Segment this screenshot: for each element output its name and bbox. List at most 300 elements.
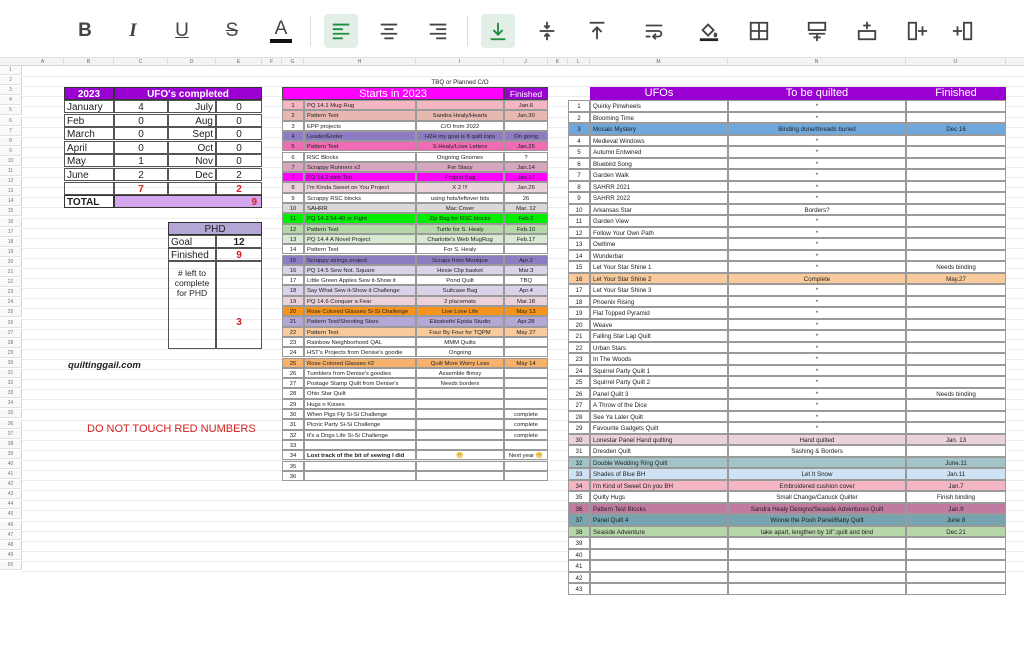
starts-number-cell[interactable]: 5 <box>282 141 304 151</box>
ufo-finished-cell[interactable] <box>906 537 1006 549</box>
starts-row[interactable] <box>282 399 548 409</box>
starts-finished-cell[interactable]: complete <box>504 409 548 419</box>
starts-note-cell[interactable]: using hsts/leftover bits <box>416 193 504 203</box>
count-cell[interactable]: 2 <box>114 168 168 181</box>
ufo-number-cell[interactable]: 8 <box>568 181 590 193</box>
ufo-finished-cell[interactable] <box>906 112 1006 124</box>
ufo-number-cell[interactable]: 1 <box>568 100 590 112</box>
starts-note-cell[interactable]: Live Love Life <box>416 306 504 316</box>
ufo-finished-cell[interactable] <box>906 135 1006 147</box>
starts-finished-cell[interactable]: Apr.4 <box>504 285 548 295</box>
ufo-finished-cell[interactable] <box>906 169 1006 181</box>
ufo-name-cell[interactable] <box>590 583 728 595</box>
ufo-to-be-quilted-cell[interactable]: Let It Snow <box>728 468 906 480</box>
ufo-number-cell[interactable]: 15 <box>568 261 590 273</box>
ufo-to-be-quilted-cell[interactable]: Complete <box>728 273 906 285</box>
starts-row[interactable] <box>282 162 548 172</box>
ufo-row[interactable] <box>568 330 1006 342</box>
ufo-row[interactable] <box>568 192 1006 204</box>
starts-row[interactable] <box>282 337 548 347</box>
ufo-name-cell[interactable]: Medieval Windows <box>590 135 728 147</box>
count-cell[interactable]: 0 <box>114 127 168 140</box>
count-cell[interactable]: 4 <box>114 100 168 113</box>
starts-finished-cell[interactable]: Jan.6 <box>504 100 548 110</box>
ufo-to-be-quilted-cell[interactable]: Embroidered cushion cover <box>728 480 906 492</box>
starts-note-cell[interactable]: Project Bag <box>416 172 504 182</box>
starts-note-cell[interactable]: Sandra Healy/Hearts <box>416 110 504 120</box>
starts-finished-cell[interactable]: Jan.14 <box>504 162 548 172</box>
starts-row[interactable] <box>282 224 548 234</box>
starts-finished-cell[interactable]: TBQ <box>504 275 548 285</box>
ufo-to-be-quilted-cell[interactable]: * <box>728 181 906 193</box>
starts-row[interactable] <box>282 471 548 481</box>
ufo-finished-cell[interactable] <box>906 100 1006 112</box>
ufo-to-be-quilted-cell[interactable]: * <box>728 238 906 250</box>
row-number[interactable]: 4 <box>0 96 22 105</box>
ufo-row[interactable] <box>568 468 1006 480</box>
ufo-row[interactable] <box>568 560 1006 572</box>
ufo-number-cell[interactable]: 40 <box>568 549 590 561</box>
left-to-complete-value[interactable]: 3 <box>216 261 262 349</box>
starts-project-cell[interactable]: I'm Kinda Sweet on You Project <box>304 182 416 192</box>
starts-project-cell[interactable]: Leader/Ender <box>304 131 416 141</box>
count-cell[interactable]: 1 <box>114 154 168 167</box>
ufo-name-cell[interactable]: Pattern Test Blocks <box>590 503 728 515</box>
starts-number-cell[interactable]: 21 <box>282 316 304 326</box>
borders-button[interactable] <box>742 14 776 48</box>
ufo-number-cell[interactable]: 21 <box>568 330 590 342</box>
row-number[interactable]: 30 <box>0 359 22 368</box>
row-number[interactable]: 41 <box>0 470 22 479</box>
starts-note-cell[interactable] <box>416 388 504 398</box>
starts-finished-cell[interactable] <box>504 121 548 131</box>
count-cell[interactable]: 0 <box>216 100 262 113</box>
starts-row[interactable] <box>282 461 548 471</box>
starts-finished-cell[interactable]: complete <box>504 430 548 440</box>
starts-row[interactable] <box>282 358 548 368</box>
blank-cell[interactable] <box>64 182 114 195</box>
ufo-name-cell[interactable]: Let Your Star Shine 2 <box>590 273 728 285</box>
text-color-button[interactable] <box>264 14 298 48</box>
ufo-row[interactable] <box>568 261 1006 273</box>
ufo-row[interactable] <box>568 204 1006 216</box>
row-number[interactable]: 42 <box>0 480 22 489</box>
row-number[interactable]: 22 <box>0 278 22 287</box>
row-number[interactable]: 6 <box>0 117 22 126</box>
starts-row[interactable] <box>282 316 548 326</box>
ufo-row[interactable] <box>568 572 1006 584</box>
ufo-to-be-quilted-cell[interactable]: * <box>728 227 906 239</box>
ufo-row[interactable] <box>568 388 1006 400</box>
ufo-finished-cell[interactable] <box>906 158 1006 170</box>
ufo-name-cell[interactable]: A Throw of the Dice <box>590 399 728 411</box>
starts-number-cell[interactable]: 11 <box>282 213 304 223</box>
row-number[interactable]: 45 <box>0 510 22 519</box>
ufo-number-cell[interactable]: 20 <box>568 319 590 331</box>
column-header[interactable]: F <box>262 58 282 66</box>
ufo-finished-cell[interactable]: Jan.11 <box>906 468 1006 480</box>
underline-button[interactable] <box>165 14 199 48</box>
ufo-name-cell[interactable]: Panel Quilt 4 <box>590 514 728 526</box>
starts-finished-cell[interactable]: May 27 <box>504 327 548 337</box>
blank-cell[interactable] <box>168 182 216 195</box>
ufo-name-cell[interactable]: Squirrel Party Quilt 2 <box>590 376 728 388</box>
ufo-finished-cell[interactable] <box>906 296 1006 308</box>
valign-bottom-button[interactable] <box>481 14 515 48</box>
row-number[interactable]: 2 <box>0 76 22 85</box>
ufo-finished-cell[interactable] <box>906 549 1006 561</box>
starts-note-cell[interactable]: Four By Four for TQPM <box>416 327 504 337</box>
count-cell[interactable]: 2 <box>216 168 262 181</box>
row-number[interactable]: 5 <box>0 106 22 115</box>
ufo-number-cell[interactable]: 41 <box>568 560 590 572</box>
ufo-name-cell[interactable]: Double Wedding Ring Quilt <box>590 457 728 469</box>
starts-number-cell[interactable]: 32 <box>282 430 304 440</box>
ufo-to-be-quilted-cell[interactable]: * <box>728 250 906 262</box>
column-header[interactable]: M <box>590 58 728 66</box>
starts-row[interactable] <box>282 378 548 388</box>
starts-project-cell[interactable]: Pattern Test <box>304 110 416 120</box>
ufo-to-be-quilted-cell[interactable]: * <box>728 158 906 170</box>
ufo-number-cell[interactable]: 24 <box>568 365 590 377</box>
ufo-name-cell[interactable]: Mosaic Mystery <box>590 123 728 135</box>
month-cell[interactable]: Oct <box>168 141 216 154</box>
ufo-number-cell[interactable]: 12 <box>568 227 590 239</box>
starts-project-cell[interactable]: RSC Blocks <box>304 152 416 162</box>
starts-note-cell[interactable]: Hexie Clip basket <box>416 265 504 275</box>
starts-note-cell[interactable] <box>416 440 504 450</box>
ufo-to-be-quilted-cell[interactable]: * <box>728 215 906 227</box>
starts-number-cell[interactable]: 33 <box>282 440 304 450</box>
month-cell[interactable]: Feb <box>64 114 114 127</box>
starts-note-cell[interactable]: Zip Bag for RSC blocks <box>416 213 504 223</box>
starts-note-cell[interactable]: Assemble flimsy <box>416 368 504 378</box>
starts-number-cell[interactable]: 20 <box>282 306 304 316</box>
row-number[interactable]: 14 <box>0 197 22 206</box>
row-number[interactable]: 23 <box>0 288 22 297</box>
ufo-to-be-quilted-cell[interactable]: Borders? <box>728 204 906 216</box>
ufo-row[interactable] <box>568 353 1006 365</box>
starts-number-cell[interactable]: 7 <box>282 172 304 182</box>
row-number[interactable]: 38 <box>0 440 22 449</box>
ufo-name-cell[interactable]: SAHRR 2022 <box>590 192 728 204</box>
ufo-finished-cell[interactable] <box>906 319 1006 331</box>
starts-finished-cell[interactable]: Apr.28 <box>504 316 548 326</box>
starts-project-cell[interactable]: Pattern Test <box>304 244 416 254</box>
ufo-finished-cell[interactable] <box>906 583 1006 595</box>
ufo-number-cell[interactable]: 38 <box>568 526 590 538</box>
spreadsheet-grid[interactable] <box>0 66 1024 650</box>
ufo-number-cell[interactable]: 14 <box>568 250 590 262</box>
ufo-to-be-quilted-cell[interactable] <box>728 537 906 549</box>
ufo-row[interactable] <box>568 135 1006 147</box>
ufo-name-cell[interactable]: Urban Stars <box>590 342 728 354</box>
ufo-finished-cell[interactable]: Jan.7 <box>906 480 1006 492</box>
starts-row[interactable] <box>282 131 548 141</box>
ufo-number-cell[interactable]: 23 <box>568 353 590 365</box>
starts-project-cell[interactable]: When Pigs Fly Si-Si Challenge <box>304 409 416 419</box>
ufo-finished-cell[interactable] <box>906 284 1006 296</box>
ufo-finished-cell[interactable] <box>906 572 1006 584</box>
text-wrap-button[interactable] <box>637 14 671 48</box>
starts-number-cell[interactable]: 19 <box>282 296 304 306</box>
starts-project-cell[interactable]: Rose Colored Glasses #2 <box>304 358 416 368</box>
starts-finished-cell[interactable]: Feb.2 <box>504 213 548 223</box>
total-value[interactable]: 9 <box>114 195 262 208</box>
starts-finished-cell[interactable]: Jan.30 <box>504 110 548 120</box>
ufo-row[interactable] <box>568 583 1006 595</box>
ufo-row[interactable] <box>568 422 1006 434</box>
starts-number-cell[interactable]: 17 <box>282 275 304 285</box>
ufo-number-cell[interactable]: 17 <box>568 284 590 296</box>
ufo-row[interactable] <box>568 273 1006 285</box>
left-to-complete-label[interactable]: # left to complete for PHD <box>168 261 216 349</box>
starts-note-cell[interactable]: C/O from 2022 <box>416 121 504 131</box>
row-number[interactable]: 48 <box>0 541 22 550</box>
ufo-finished-cell[interactable] <box>906 365 1006 377</box>
row-number[interactable]: 39 <box>0 450 22 459</box>
strikethrough-button[interactable] <box>215 14 249 48</box>
starts-number-cell[interactable]: 6 <box>282 152 304 162</box>
ufo-row[interactable] <box>568 307 1006 319</box>
starts-project-cell[interactable] <box>304 440 416 450</box>
row-number[interactable]: 9 <box>0 147 22 156</box>
starts-finished-cell[interactable] <box>504 378 548 388</box>
ufo-to-be-quilted-cell[interactable]: * <box>728 146 906 158</box>
starts-number-cell[interactable]: 27 <box>282 378 304 388</box>
starts-number-cell[interactable]: 12 <box>282 224 304 234</box>
row-number[interactable]: 36 <box>0 420 22 429</box>
starts-project-cell[interactable]: PQ 14.6 Conquer a Fear <box>304 296 416 306</box>
starts-note-cell[interactable]: Ongoing Gnomes <box>416 152 504 162</box>
starts-row[interactable] <box>282 306 548 316</box>
ufos-finished-header[interactable]: Finished <box>906 87 1006 100</box>
ufo-name-cell[interactable]: Blooming Time <box>590 112 728 124</box>
ufo-name-cell[interactable] <box>590 572 728 584</box>
starts-project-cell[interactable]: Postage Stamp Quilt from Denise's <box>304 378 416 388</box>
starts-project-cell[interactable]: Ohio Star Quilt <box>304 388 416 398</box>
ufo-to-be-quilted-cell[interactable] <box>728 560 906 572</box>
month-cell[interactable]: March <box>64 127 114 140</box>
row-number[interactable]: 46 <box>0 521 22 530</box>
ufo-row[interactable] <box>568 158 1006 170</box>
column-header[interactable]: C <box>114 58 168 66</box>
ufo-row[interactable] <box>568 342 1006 354</box>
ufo-row[interactable] <box>568 399 1006 411</box>
starts-row[interactable] <box>282 430 548 440</box>
starts-row[interactable] <box>282 234 548 244</box>
starts-number-cell[interactable]: 9 <box>282 193 304 203</box>
ufo-finished-cell[interactable]: Needs binding <box>906 261 1006 273</box>
row-number[interactable]: 19 <box>0 248 22 257</box>
row-number[interactable]: 17 <box>0 228 22 237</box>
ufo-row[interactable] <box>568 503 1006 515</box>
starts-note-cell[interactable] <box>416 461 504 471</box>
ufo-to-be-quilted-cell[interactable]: Winnie the Pooh Panel/Baby Quilt <box>728 514 906 526</box>
starts-project-cell[interactable]: Scrappy strings project <box>304 255 416 265</box>
column-header[interactable]: O <box>906 58 1006 66</box>
ufo-name-cell[interactable]: Quilty Hugs <box>590 491 728 503</box>
column-header[interactable]: E <box>216 58 262 66</box>
finished-label[interactable]: Finished <box>168 248 216 261</box>
ufo-to-be-quilted-cell[interactable]: * <box>728 192 906 204</box>
row-number[interactable]: 1 <box>0 66 22 75</box>
fill-color-button[interactable] <box>692 14 726 48</box>
starts-number-cell[interactable]: 31 <box>282 419 304 429</box>
row-number[interactable]: 8 <box>0 137 22 146</box>
starts-number-cell[interactable]: 36 <box>282 471 304 481</box>
ufo-finished-cell[interactable]: Needs binding <box>906 388 1006 400</box>
starts-finished-cell[interactable] <box>504 440 548 450</box>
ufo-number-cell[interactable]: 33 <box>568 468 590 480</box>
row-number[interactable]: 12 <box>0 177 22 186</box>
ufo-finished-cell[interactable] <box>906 560 1006 572</box>
month-cell[interactable]: Aug <box>168 114 216 127</box>
ufo-to-be-quilted-cell[interactable]: * <box>728 307 906 319</box>
ufo-to-be-quilted-cell[interactable]: * <box>728 388 906 400</box>
column-header[interactable]: B <box>64 58 114 66</box>
column-header[interactable]: N <box>728 58 906 66</box>
ufo-row[interactable] <box>568 123 1006 135</box>
ufo-to-be-quilted-cell[interactable]: take apart, lengthen by 18",quilt and bind <box>728 526 906 538</box>
row-number[interactable]: 50 <box>0 561 22 570</box>
column-header[interactable]: L <box>568 58 590 66</box>
ufo-completed-header[interactable]: UFO's completed <box>114 87 262 100</box>
month-cell[interactable]: Sept <box>168 127 216 140</box>
align-center-button[interactable] <box>372 14 406 48</box>
ufo-name-cell[interactable]: Flat Topped Pyramid <box>590 307 728 319</box>
ufo-finished-cell[interactable] <box>906 445 1006 457</box>
ufo-finished-cell[interactable]: June.11 <box>906 457 1006 469</box>
starts-note-cell[interactable]: X 2 !!! <box>416 182 504 192</box>
ufo-name-cell[interactable]: Owltime <box>590 238 728 250</box>
row-number[interactable]: 25 <box>0 308 22 317</box>
row-number[interactable]: 20 <box>0 258 22 267</box>
month-cell[interactable]: June <box>64 168 114 181</box>
ufo-row[interactable] <box>568 365 1006 377</box>
starts-project-cell[interactable] <box>304 461 416 471</box>
starts-number-cell[interactable]: 25 <box>282 358 304 368</box>
starts-project-cell[interactable]: HST's Projects from Denise's goodie <box>304 347 416 357</box>
starts-row[interactable] <box>282 440 548 450</box>
ufo-finished-cell[interactable] <box>906 250 1006 262</box>
starts-note-cell[interactable]: Pond Quilt <box>416 275 504 285</box>
starts-number-cell[interactable]: 1 <box>282 100 304 110</box>
starts-project-cell[interactable]: Rainbow Neighborhood QAL <box>304 337 416 347</box>
row-number[interactable]: 27 <box>0 329 22 338</box>
starts-number-cell[interactable]: 26 <box>282 368 304 378</box>
starts-project-cell[interactable]: Pattern Test <box>304 141 416 151</box>
starts-row[interactable] <box>282 285 548 295</box>
starts-row[interactable] <box>282 296 548 306</box>
starts-project-cell[interactable]: Lost track of the bit of sewing I did <box>304 450 416 460</box>
ufo-row[interactable] <box>568 319 1006 331</box>
starts-finished-cell[interactable]: Apr.2 <box>504 255 548 265</box>
ufo-number-cell[interactable]: 27 <box>568 399 590 411</box>
ufo-finished-cell[interactable]: Dec.21 <box>906 526 1006 538</box>
ufo-number-cell[interactable]: 5 <box>568 146 590 158</box>
starts-finished-cell[interactable]: complete <box>504 419 548 429</box>
count-cell[interactable]: 0 <box>114 114 168 127</box>
ufo-to-be-quilted-cell[interactable]: Small Change/Canuck Quilter <box>728 491 906 503</box>
starts-row[interactable] <box>282 265 548 275</box>
starts-finished-cell[interactable]: Jan.26 <box>504 141 548 151</box>
ufo-to-be-quilted-cell[interactable]: * <box>728 135 906 147</box>
row-number[interactable]: 32 <box>0 379 22 388</box>
starts-note-cell[interactable] <box>416 399 504 409</box>
to-be-quilted-header[interactable]: To be quilted <box>728 87 906 100</box>
starts-project-cell[interactable]: SAHRR <box>304 203 416 213</box>
italic-button[interactable] <box>116 14 150 48</box>
ufo-name-cell[interactable]: Let Your Star Shine 3 <box>590 284 728 296</box>
ufo-name-cell[interactable]: Dresden Quilt <box>590 445 728 457</box>
starts-row[interactable] <box>282 388 548 398</box>
row-number[interactable]: 11 <box>0 167 22 176</box>
starts-row[interactable] <box>282 368 548 378</box>
row-number[interactable]: 26 <box>0 319 22 328</box>
starts-number-cell[interactable]: 7 <box>282 162 304 172</box>
starts-note-cell[interactable]: Turtle for S. Healy <box>416 224 504 234</box>
ufo-name-cell[interactable]: Garden View <box>590 215 728 227</box>
ufo-name-cell[interactable]: Weave <box>590 319 728 331</box>
row-number[interactable]: 49 <box>0 551 22 560</box>
starts-project-cell[interactable]: Pattern Test/Shooting Stars <box>304 316 416 326</box>
ufo-finished-cell[interactable] <box>906 181 1006 193</box>
ufo-to-be-quilted-cell[interactable]: Sandra Healy Designs/Seaside Adventures Quilt <box>728 503 906 515</box>
starts-note-cell[interactable] <box>416 419 504 429</box>
column-header[interactable]: A <box>22 58 64 66</box>
starts-row[interactable] <box>282 172 548 182</box>
row-number[interactable]: 24 <box>0 298 22 307</box>
ufo-to-be-quilted-cell[interactable]: * <box>728 399 906 411</box>
ufo-row[interactable] <box>568 181 1006 193</box>
ufo-number-cell[interactable]: 9 <box>568 192 590 204</box>
ufo-row[interactable] <box>568 537 1006 549</box>
starts-row[interactable] <box>282 193 548 203</box>
ufo-number-cell[interactable]: 2 <box>568 112 590 124</box>
starts-note-cell[interactable]: For S. Healy <box>416 244 504 254</box>
starts-finished-cell[interactable]: May 14 <box>504 358 548 368</box>
ufo-name-cell[interactable]: Squirrel Party Quilt 1 <box>590 365 728 377</box>
starts-note-cell[interactable]: S.Healy/Love Letters <box>416 141 504 151</box>
starts-number-cell[interactable]: 24 <box>282 347 304 357</box>
starts-row[interactable] <box>282 152 548 162</box>
starts-note-cell[interactable]: 2 placemats <box>416 296 504 306</box>
ufo-number-cell[interactable]: 30 <box>568 434 590 446</box>
ufo-finished-cell[interactable] <box>906 353 1006 365</box>
starts-number-cell[interactable]: 30 <box>282 409 304 419</box>
ufo-row[interactable] <box>568 491 1006 503</box>
starts-note-cell[interactable] <box>416 409 504 419</box>
row-number[interactable]: 35 <box>0 409 22 418</box>
starts-number-cell[interactable]: 18 <box>282 285 304 295</box>
ufo-name-cell[interactable]: Bluebird Song <box>590 158 728 170</box>
ufo-to-be-quilted-cell[interactable] <box>728 583 906 595</box>
ufo-name-cell[interactable]: Arkansas Star <box>590 204 728 216</box>
valign-top-button[interactable] <box>580 14 614 48</box>
starts-project-cell[interactable]: Tumblers from Denise's goodies <box>304 368 416 378</box>
starts-finished-cell[interactable] <box>504 337 548 347</box>
ufo-row[interactable] <box>568 480 1006 492</box>
ufo-to-be-quilted-cell[interactable]: * <box>728 169 906 181</box>
ufo-to-be-quilted-cell[interactable]: * <box>728 284 906 296</box>
row-number[interactable]: 29 <box>0 349 22 358</box>
starts-number-cell[interactable]: 13 <box>282 234 304 244</box>
ufo-row[interactable] <box>568 100 1006 112</box>
row-number[interactable]: 7 <box>0 127 22 136</box>
starts-row[interactable] <box>282 409 548 419</box>
column-header[interactable]: H <box>304 58 416 66</box>
